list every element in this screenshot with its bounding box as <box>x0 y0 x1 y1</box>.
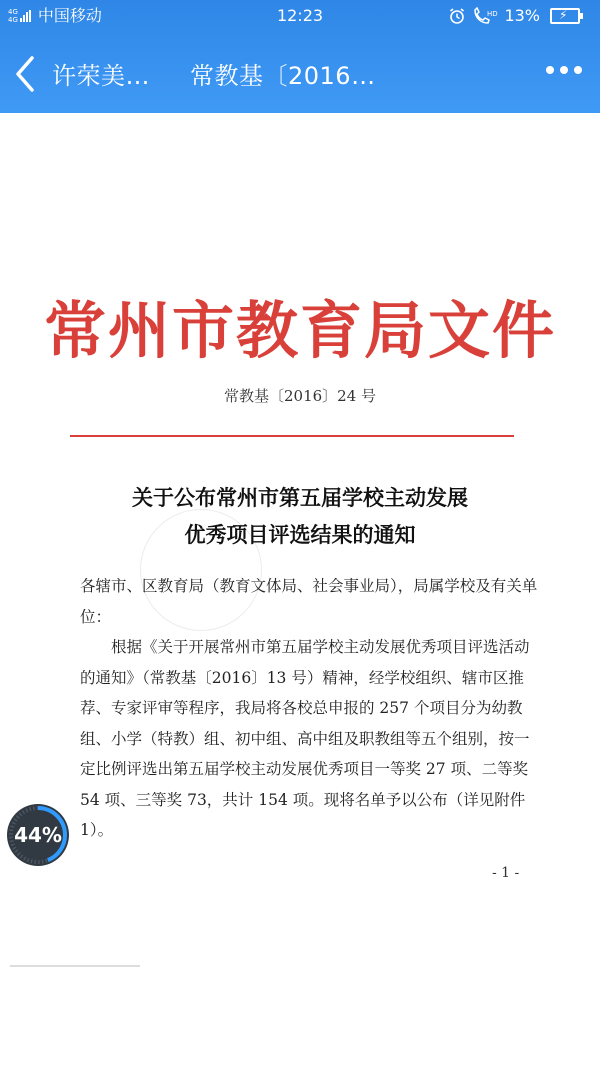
title-line-2: 优秀项目评选结果的通知 <box>184 522 416 547</box>
title-line-1: 关于公布常州市第五届学校主动发展 <box>132 485 468 510</box>
red-divider <box>70 435 514 437</box>
load-progress-indicator <box>6 803 70 867</box>
alarm-icon <box>448 7 466 25</box>
document-body <box>80 571 542 846</box>
svg-text:HD: HD <box>487 10 499 18</box>
salutation: 各辖市、区教育局（教育文体局、社会事业局），局属学校及有关单位： <box>80 577 538 626</box>
app-header <box>0 0 600 113</box>
network-type-bottom: 4G <box>8 16 18 24</box>
body-paragraph: 根据《关于开展常州市第五届学校主动发展优秀项目评选活动的通知》（常教基〔2016〕13 号）精神，经学校组织、辖市区推荐、专家评审等程序，我局将各校总申报的 257 个项目分为幼教组、小学（特教）组、初中组、高中组及职教组等五个组别，按一定比例评选出第五届学校主动发展优秀项目一等奖 27 项、二等奖 54 项、三等奖 73，共计 154 项。现将名单予以公布（详见附件 1）。 <box>80 638 530 839</box>
network-type-top: 4G <box>8 8 18 16</box>
document-title <box>0 479 600 553</box>
nav-contact-title[interactable]: 许荣美… <box>52 62 150 90</box>
hd-call-icon <box>472 7 498 25</box>
battery-percent: 13% <box>504 6 540 25</box>
nav-bar <box>0 38 600 108</box>
document-page[interactable] <box>0 113 600 1065</box>
battery-icon: ⚡ <box>550 8 580 24</box>
status-time: 12:23 <box>276 6 324 25</box>
progress-label: 44% <box>14 823 62 847</box>
carrier-name: 中国移动 <box>37 6 102 25</box>
page-edge <box>10 965 140 967</box>
back-icon[interactable] <box>10 54 40 94</box>
document-headline: 常州市教育局文件 <box>43 294 556 367</box>
document-number: 常教基〔2016〕24 号 <box>223 387 377 405</box>
status-bar <box>0 0 600 32</box>
page-number: - 1 - <box>492 865 520 881</box>
status-right <box>442 0 580 32</box>
nav-file-title: 常教基〔2016… <box>190 62 376 90</box>
more-options-icon[interactable] <box>540 66 582 74</box>
